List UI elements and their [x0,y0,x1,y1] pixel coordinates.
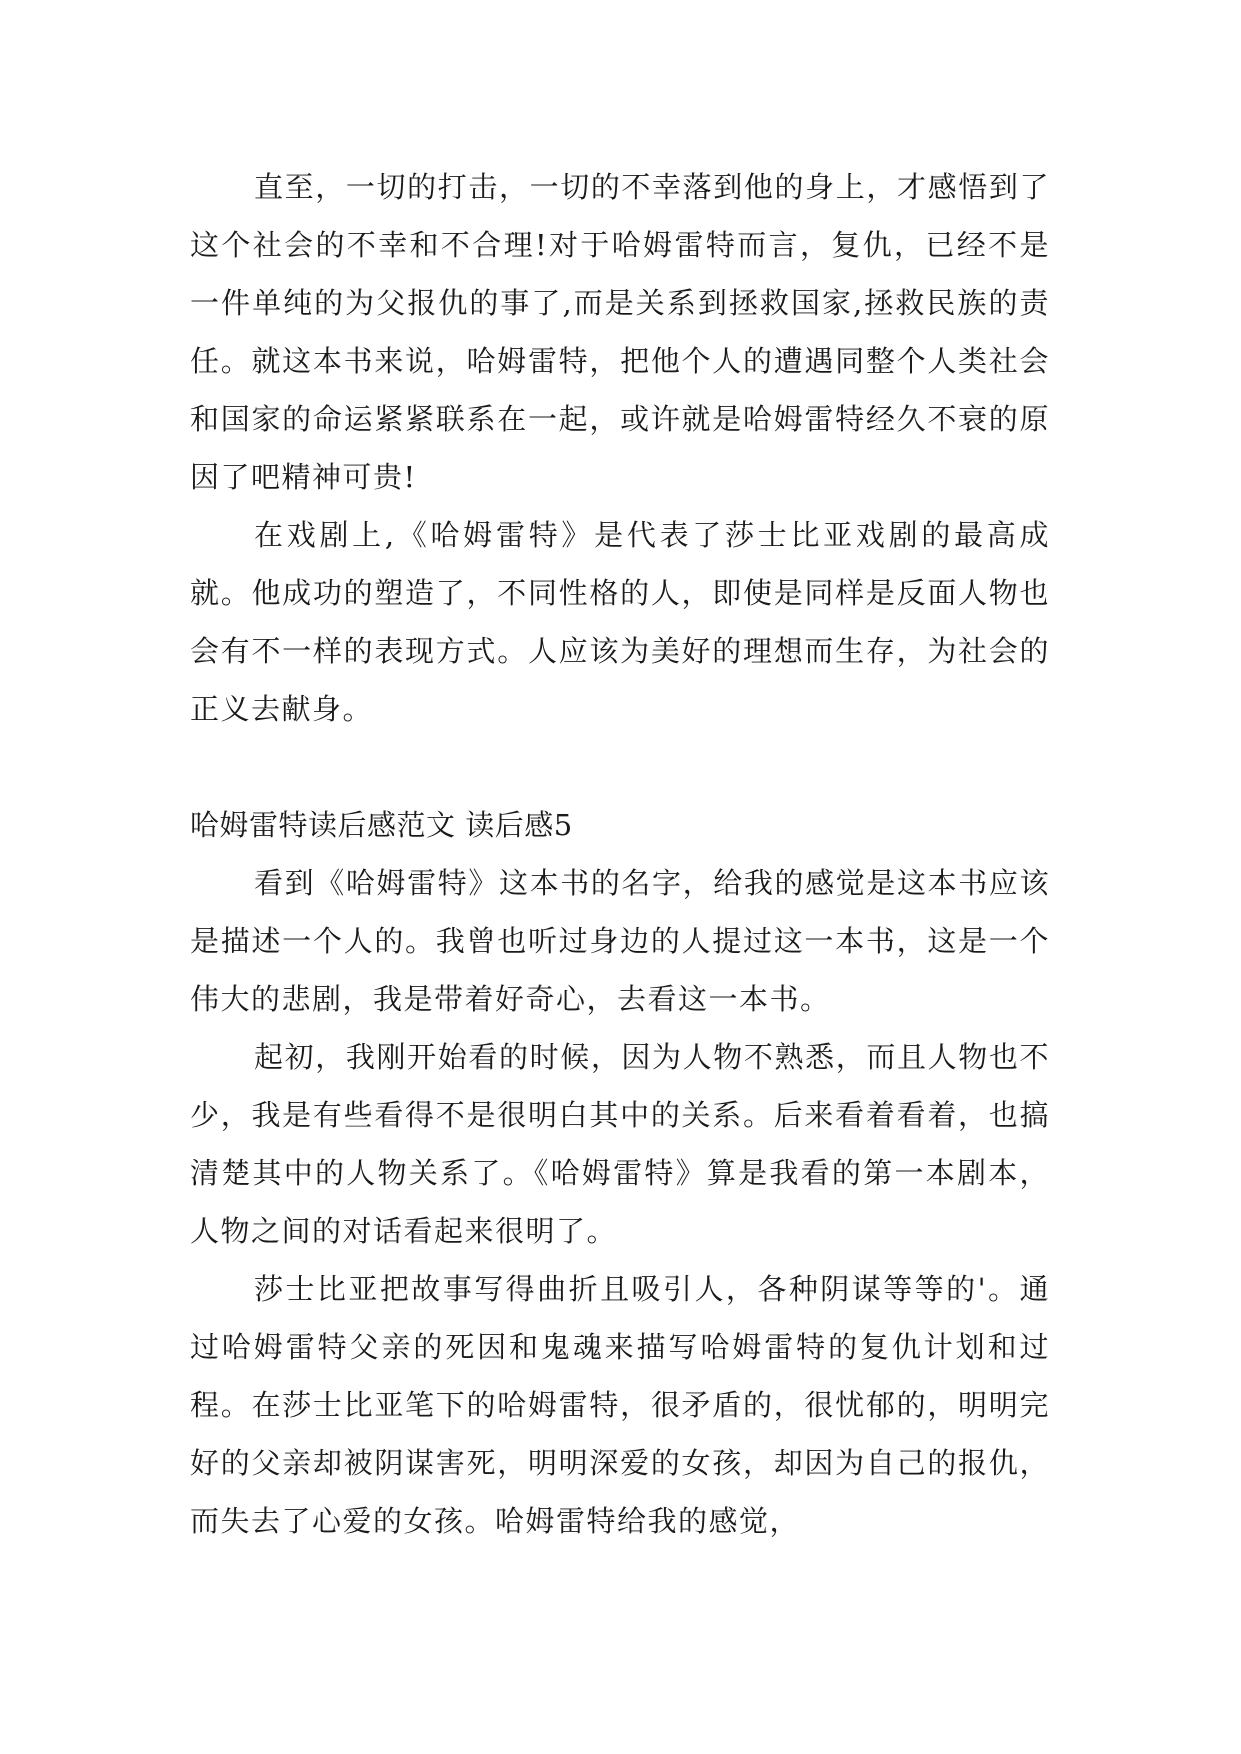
paragraph-shakespeare-story: 莎士比亚把故事写得曲折且吸引人，各种阴谋等等的'。通过哈姆雷特父亲的死因和鬼魂来描写哈姆雷特的复仇计划和过程。在莎士比亚笔下的哈姆雷特，很矛盾的，很忧郁的，明明完好的父亲却被阴谋害死，明明深爱的女孩，却因为自己的报仇，而失去了心爱的女孩。哈姆雷特给我的感觉， [190,1272,1050,1538]
paragraph-book-name: 看到《哈姆雷特》这本书的名字，给我的感觉是这本书应该是描述一个人的。我曾也听过身边的人提过这一本书，这是一个伟大的悲剧，我是带着好奇心，去看这一本书。 [190,866,1050,1016]
paragraph-first-reading: 起初，我刚开始看的时候，因为人物不熟悉，而且人物也不少，我是有些看得不是很明白其中的关系。后来看着看着，也搞清楚其中的人物关系了。《哈姆雷特》算是我看的第一本剧本，人物之间的对话看起来很明了。 [190,1040,1050,1248]
document-body [190,158,1050,1550]
section-title: 哈姆雷特读后感范文 读后感5 [190,808,573,842]
paragraph-drama-achievement: 在戏剧上,《哈姆雷特》是代表了莎士比亚戏剧的最高成就。他成功的塑造了，不同性格的人，即使是同样是反面人物也会有不一样的表现方式。人应该为美好的理想而生存，为社会的正义去献身。 [190,518,1050,726]
paragraph-hamlet-revenge: 直至，一切的打击，一切的不幸落到他的身上，才感悟到了这个社会的不幸和不合理!对于哈姆雷特而言，复仇，已经不是一件单纯的为父报仇的事了,而是关系到拯救国家,拯救民族的责任。就这本书来说，哈姆雷特，把他个人的遭遇同整个人类社会和国家的命运紧紧联系在一起，或许就是哈姆雷特经久不衰的原因了吧精神可贵! [190,170,1050,494]
